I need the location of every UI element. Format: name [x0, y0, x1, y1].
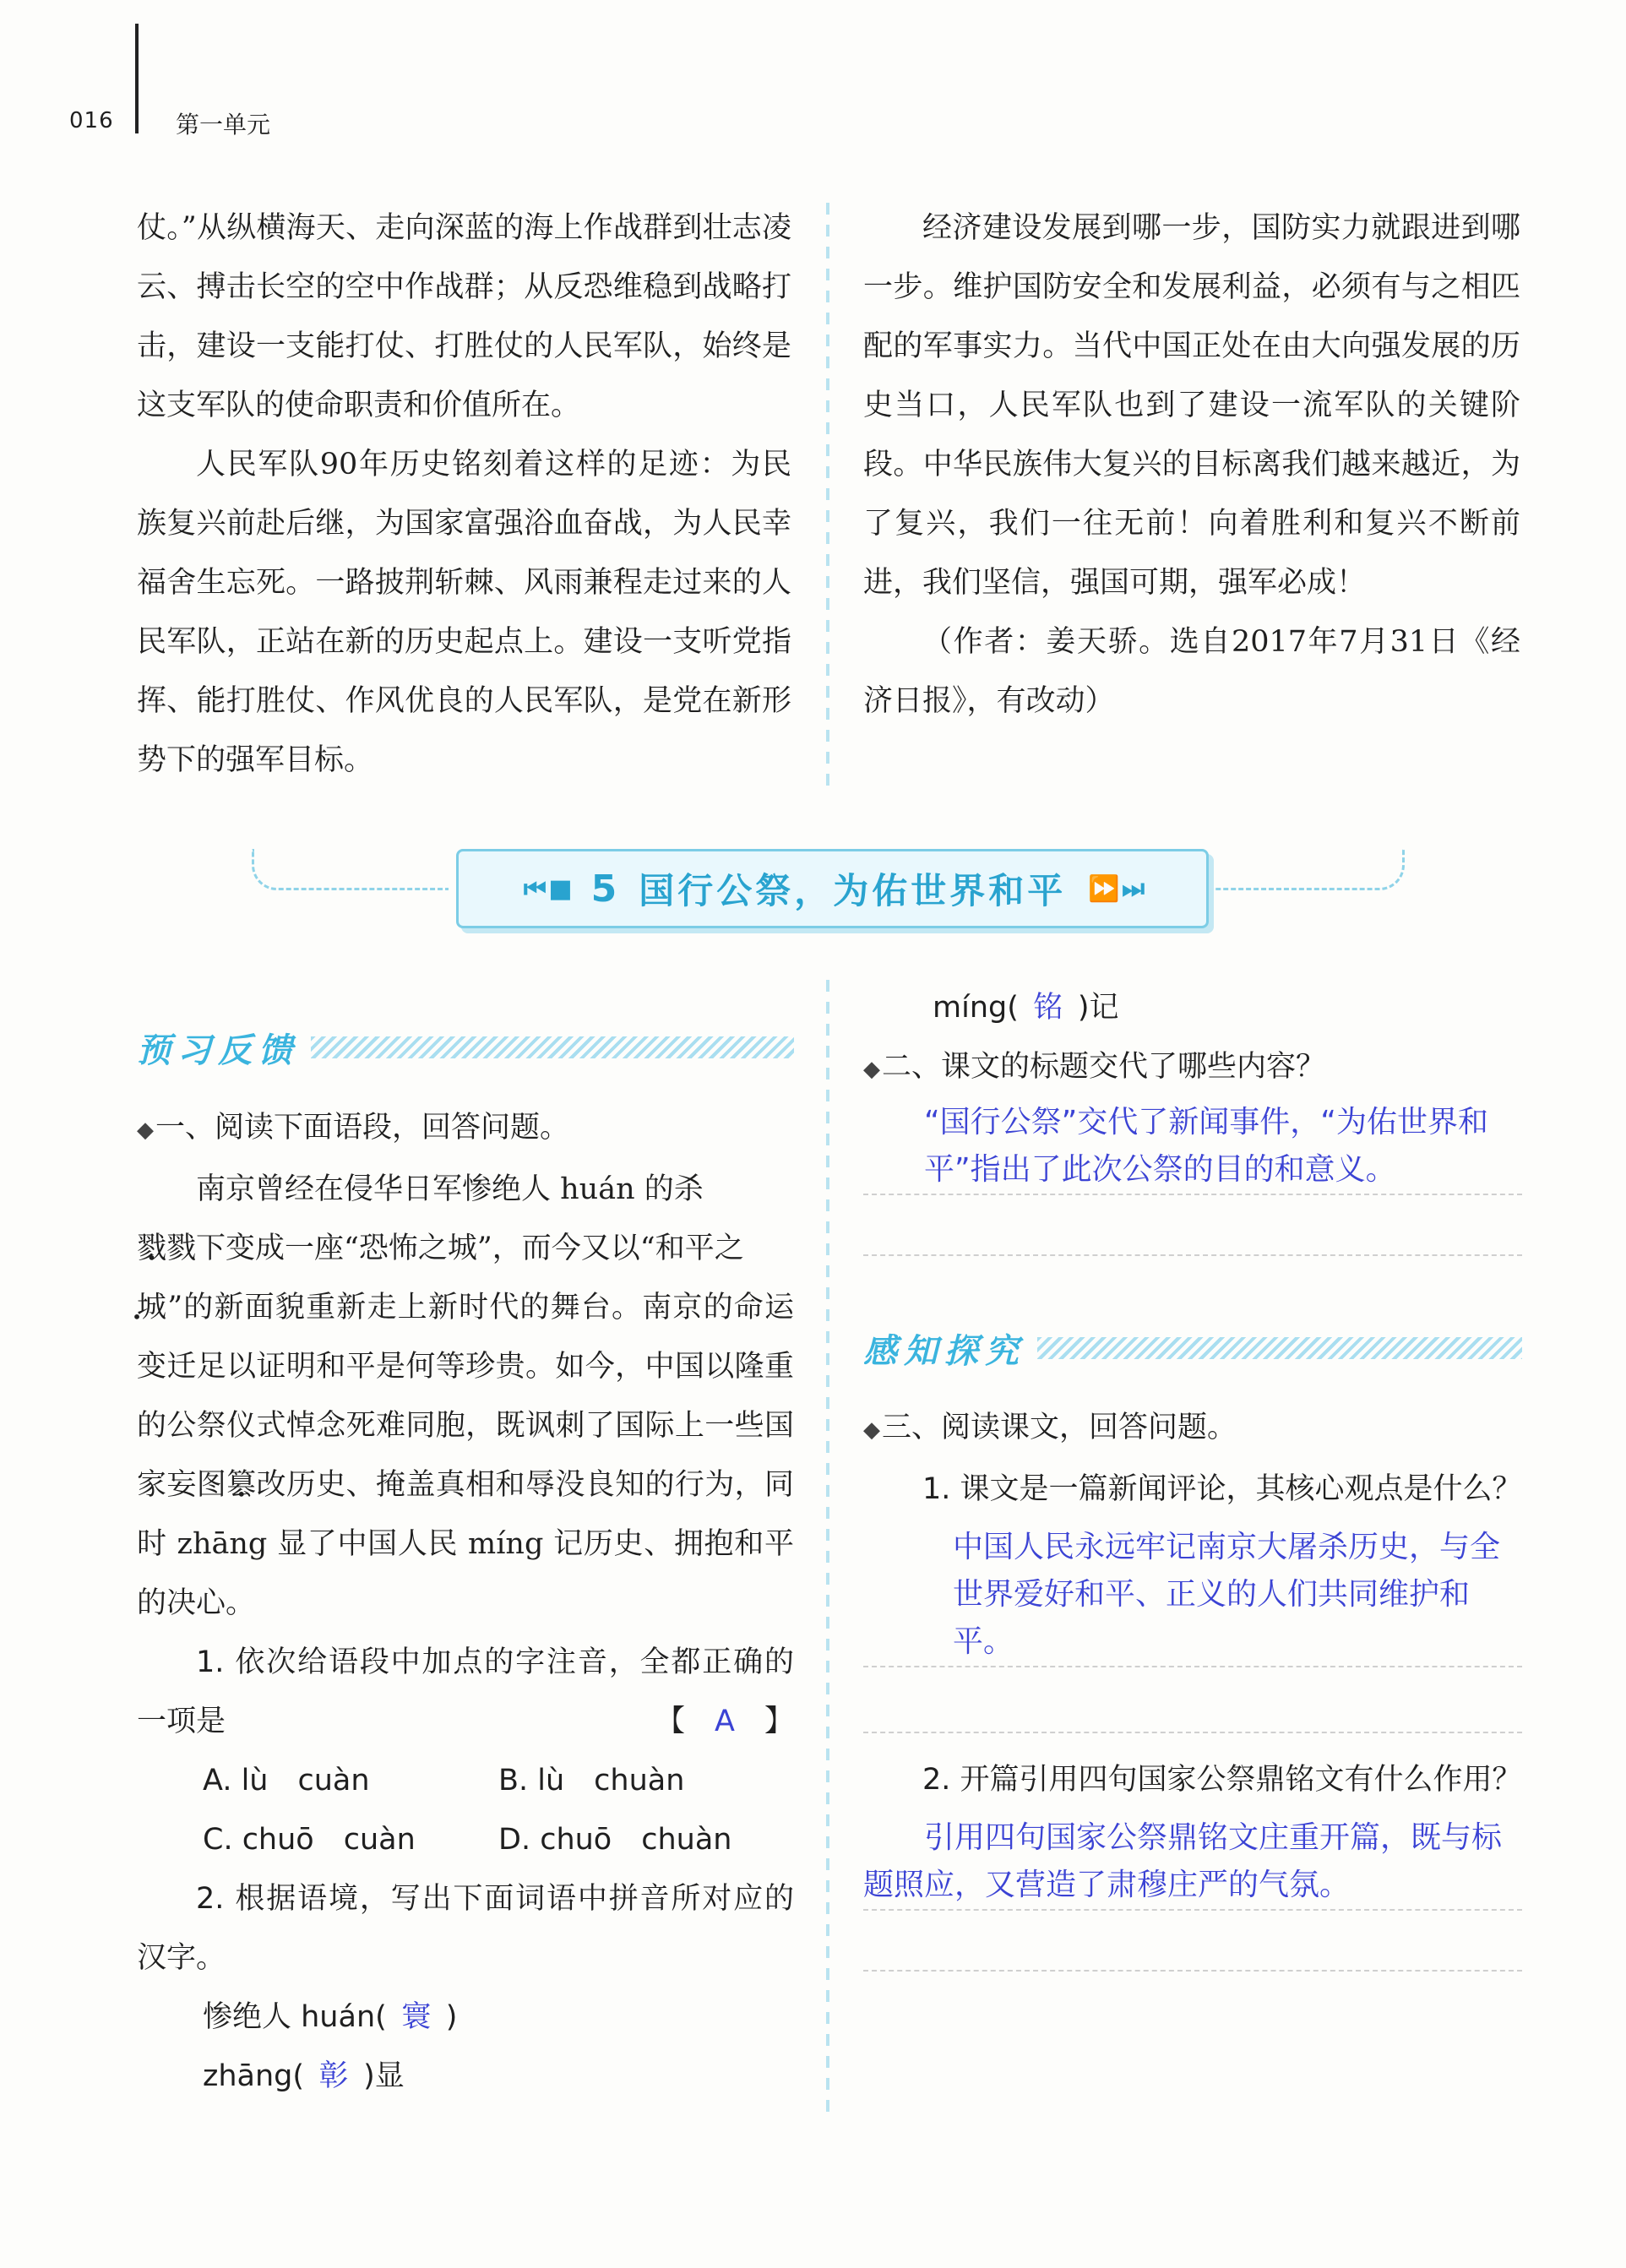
section1-body: [137, 1098, 794, 2106]
answer-bracket: 【 A 】: [655, 1705, 794, 1738]
fill-item: 惨绝人 huán( 寰 ): [137, 1988, 794, 2047]
option: C. chuō cuàn: [203, 1823, 416, 1857]
article-left-column: [137, 199, 791, 790]
answer-line: [863, 1911, 1522, 1972]
answer-line: [863, 1195, 1522, 1256]
column-divider: [819, 203, 836, 794]
page-edge-line: [135, 24, 139, 133]
options-row: [137, 1810, 794, 1869]
heading-stripe: [1037, 1337, 1522, 1359]
sub-question: 2. 开篇引用四句国家公祭鼎铭文有什么作用？: [922, 1763, 1522, 1797]
sub-question: 1. 课文是一篇新闻评论，其核心观点是什么？: [922, 1472, 1522, 1506]
option: B. lù chuàn: [498, 1764, 685, 1798]
diamond-icon: ◆: [863, 1417, 880, 1443]
section-heading-explore: 感知探究: [863, 1324, 1522, 1372]
fill-answer: 彰: [318, 2059, 349, 2093]
fill-item: míng( 铭 )记: [863, 978, 1522, 1037]
option: D. chuō chuàn: [498, 1823, 732, 1857]
section2-body: [863, 1398, 1522, 1972]
banner-decor-right: [1208, 849, 1405, 890]
article-right-column: [863, 199, 1520, 731]
article-source: （作者：姜天骄。选自2017年7月31日《经济日报》，有改动）: [863, 625, 1520, 718]
fill-item: zhāng( 彰 )显: [137, 2047, 794, 2106]
question-title: ◆二、课文的标题交代了哪些内容？: [863, 1050, 1326, 1084]
answer-line: [863, 1667, 1522, 1733]
passage-line: 南京曾经在侵华日军惨绝人 huán 的杀: [196, 1172, 704, 1206]
heading-stripe: [311, 1036, 794, 1058]
chapter-number: 5: [590, 867, 617, 911]
unit-name: 第一单元: [176, 111, 271, 139]
column-divider: [819, 980, 836, 2112]
article-paragraph: 仗。”从纵横海天、走向深蓝的海上作战群到壮志凌云、搏击长空的空中作战群；从反恐维稳到战略打击，建设一支能打仗、打胜仗的人民军队，始终是这支军队的使命职责和价值所在。: [137, 211, 791, 422]
fill-answer: 铭: [1033, 991, 1063, 1025]
answer-choice: A: [715, 1705, 735, 1738]
sub-question: 1. 依次给语段中加点的字注音，全都正确的一项是 【 A 】: [137, 1633, 794, 1751]
section-right-body: [863, 978, 1522, 1256]
dotted-char: 戮: [137, 1232, 167, 1265]
question-title: ◆三、阅读课文，回答问题。: [863, 1411, 1237, 1444]
chapter-title: 国行公祭，为佑世界和平: [639, 870, 1067, 911]
passage-line: 戮戮下变成一座“恐怖之城”，而今又以“和平之: [137, 1232, 744, 1265]
option: A. lù cuàn: [203, 1764, 370, 1798]
answer-text: “国行公祭”交代了新闻事件，“为佑世界和平”指出了此次公祭的目的和意义。: [863, 1099, 1522, 1195]
rewind-icon: ⏮ ■: [523, 873, 569, 904]
banner-decor-left: [252, 849, 449, 890]
answer-text: 引用四句国家公祭鼎铭文庄重开篇，既与标题照应，又营造了肃穆庄严的气氛。: [863, 1809, 1522, 1911]
passage-line: 城”的新面貌重新走上新时代的舞台。南京的命运变迁足以证明和平是何等珍贵。如今，中国以隆重的公祭仪式悼念死难同胞，既讽刺了国际上一些国家妄图篡改历史、掩盖真相和辱没良知的行为，同时 zhāng 显了中国人民 míng 记历史、拥抱和平的决心。: [137, 1291, 794, 1620]
article-paragraph: 人民军队90年历史铭刻着这样的足迹：为民族复兴前赴后继，为国家富强浴血奋战，为人民幸福舍生忘死。一路披荆斩棘、风雨兼程走过来的人民军队，正站在新的历史起点上。建设一支听党指挥、能打胜仗、作风优良的人民军队，是党在新形势下的强军目标。: [137, 448, 791, 777]
answer-text: 中国人民永远牢记南京大屠杀历史，与全世界爱好和平、正义的人们共同维护和平。: [863, 1524, 1522, 1667]
diamond-icon: ◆: [863, 1057, 880, 1082]
fast-forward-icon: ⏩ ⏭: [1088, 873, 1142, 904]
page-number: 016: [69, 108, 114, 133]
article-paragraph: 经济建设发展到哪一步，国防实力就跟进到哪一步。维护国防安全和发展利益，必须有与之相匹配的军事实力。当代中国正处在由大向强发展的历史当口，人民军队也到了建设一流军队的关键阶段。中华民族伟大复兴的目标离我们越来越近，为了复兴，我们一往无前！向着胜利和复兴不断前进，我们坚信，强国可期，强军必成！: [863, 211, 1520, 600]
options-row: [137, 1751, 794, 1810]
fill-answer: 寰: [401, 2000, 432, 2034]
question-title: ◆一、阅读下面语段，回答问题。: [137, 1111, 570, 1145]
dotted-char: 篡: [226, 1468, 257, 1502]
diamond-icon: ◆: [137, 1118, 154, 1143]
sub-question: 2. 根据语境，写出下面词语中拼音所对应的汉字。: [137, 1882, 794, 1975]
section-heading-preview: 预习反馈: [137, 1024, 794, 1071]
chapter-banner: [456, 849, 1209, 928]
